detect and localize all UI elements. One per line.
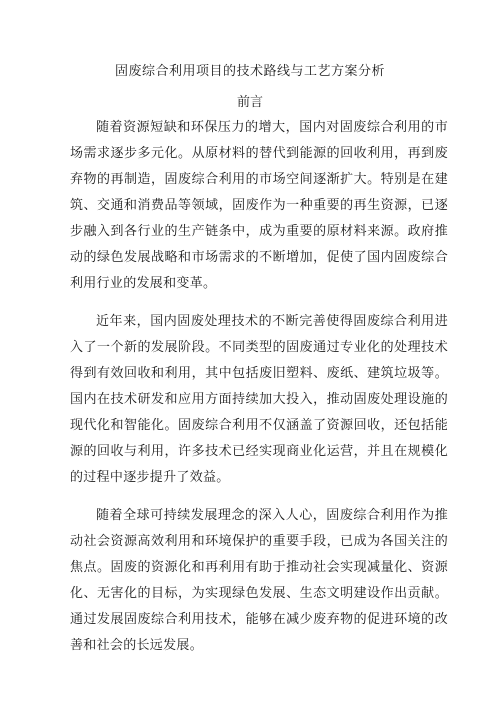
paragraph: 随着全球可持续发展理念的深入人心，固废综合利用作为推动社会资源高效利用和环境保护的重要手段，已成为各国关注的焦点。固废的资源化和再利用有助于推动社会实现减量化、资源化、无害化的目标，为实现绿色发展、生态文明建设作出贡献。通过发展固废综合利用技术，能够在减少废弃物的促进环境的改善和社会的长远发展。 (70, 508, 448, 653)
document-title: 固废综合利用项目的技术路线与工艺方案分析 (114, 64, 385, 79)
section-heading: 前言 (236, 95, 263, 110)
paragraph: 随着资源短缺和环保压力的增大，国内对固废综合利用的市场需求逐步多元化。从原材料的替代到能源的回收利用，再到废弃物的再制造，固废综合利用的市场空间逐渐扩大。特别是在建筑、交通和消费品等领域，固废作为一种重要的再生资源，已逐步融入到各行业的生产链条中，成为重要的原材料来源。政府推动的绿色发展战略和市场需求的不断增加，促使了国内固废综合利用行业的发展和变革。 (70, 120, 448, 291)
document-body (70, 115, 448, 671)
paragraph: 近年来，国内固废处理技术的不断完善使得固废综合利用进入了一个新的发展阶段。不同类型的固废通过专业化的处理技术得到有效回收和利用，其中包括废旧塑料、废纸、建筑垃圾等。国内在技术研发和应用方面持续加大投入，推动固废处理设施的现代化和智能化。固废综合利用不仅涵盖了资源回收，还包括能源的回收与利用，许多技术已经实现商业化运营，并且在规模化的过程中逐步提升了效益。 (70, 314, 448, 485)
